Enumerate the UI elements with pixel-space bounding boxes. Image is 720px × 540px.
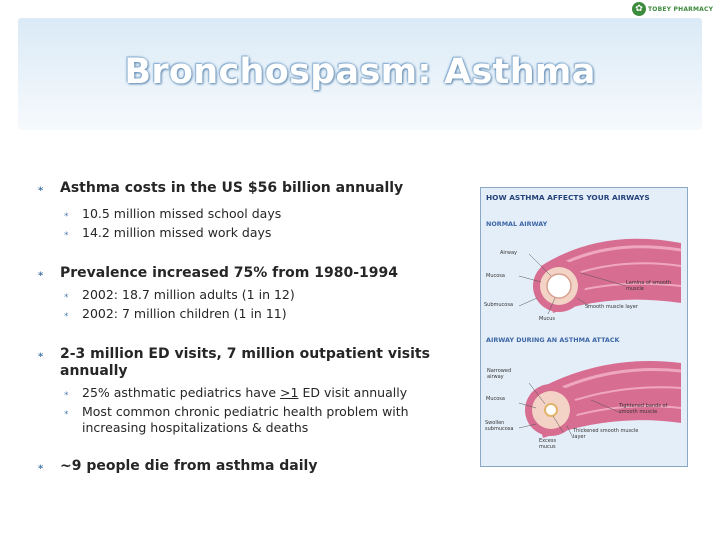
label-mucosa: Mucosa [486,273,505,279]
sub-bullet [38,225,468,241]
normal-airway-tube [533,239,681,313]
label-airway: Airway [500,250,517,256]
label-thickened-muscle: Thickened smooth muscle layer [573,428,639,440]
normal-airway-heading: NORMAL AIRWAY [486,220,548,228]
logo [632,2,713,16]
label-tightened-bands: Tightened bands of smooth muscle [619,403,668,415]
sub-bullet [38,206,468,222]
sub-bullet-icon: ⁎ [64,407,69,417]
figure-title: HOW ASTHMA AFFECTS YOUR AIRWAYS [486,193,650,202]
bullet-text: 2-3 million ED visits, 7 million outpatient visits annually [60,346,430,379]
bullet-icon: ⁎ [38,461,44,472]
sub-bullet [38,306,468,322]
bullet-text: Prevalence increased 75% from 1980-1994 [60,265,398,281]
leaf-logo-icon: ✿ [632,2,646,16]
bullet-text: Asthma costs in the US $56 billion annually [60,180,404,196]
slide-title: Bronchospasm: Asthma [124,52,596,92]
sub-bullet [38,287,468,303]
sub-bullet-text: 10.5 million missed school days [82,206,282,221]
bullet-icon: ⁎ [38,183,44,194]
bullet-icon: ⁎ [38,349,44,360]
sub-bullet-value: >1 [280,385,299,400]
sub-bullet-icon: ⁎ [64,228,69,238]
sub-bullet-icon: ⁎ [64,309,69,319]
sub-bullet-icon: ⁎ [64,209,69,219]
attack-airway-heading: AIRWAY DURING AN ASTHMA ATTACK [486,336,620,344]
sub-bullet-text: Most common chronic pediatric health problem with increasing hospitalizations & deaths [82,404,409,435]
bullet-list [38,172,468,475]
attack-airway-tube [525,361,681,438]
sub-bullet-text: 2002: 7 million children (1 in 11) [82,306,287,321]
label-swollen-submucosa: Swollen submucosa [485,420,514,432]
logo-text: TOBEY PHARMACY [648,5,714,13]
bullet-text: ~9 people die from asthma daily [60,458,318,474]
bullet-visits [38,346,468,380]
sub-bullet-text-a: 25% asthmatic pediatrics have [82,385,277,400]
sub-bullet-icon: ⁎ [64,290,69,300]
asthma-airway-illustration [480,187,688,467]
bullet-icon: ⁎ [38,268,44,279]
bullet-deaths [38,458,468,475]
sub-bullet-text-b: ED visit annually [302,385,408,400]
sub-bullet-text: 14.2 million missed work days [82,225,272,240]
sub-bullet-text: 2002: 18.7 million adults (1 in 12) [82,287,295,302]
label-smooth-muscle: Smooth muscle layer [585,304,638,310]
bullet-prevalence [38,265,468,282]
sub-bullet [38,385,468,401]
label-mucus: Mucus [539,316,556,322]
label-narrowed-airway: Narrowed airway [487,368,512,380]
sub-bullet-icon: ⁎ [64,388,69,398]
label-mucosa-attack: Mucosa [486,396,505,402]
sub-bullet [38,404,468,436]
bullet-costs [38,180,468,197]
label-submucosa: Submucosa [484,302,514,308]
label-lamina: Lamina of smooth muscle [626,280,672,292]
label-excess-mucus: Excess mucus [539,438,557,450]
